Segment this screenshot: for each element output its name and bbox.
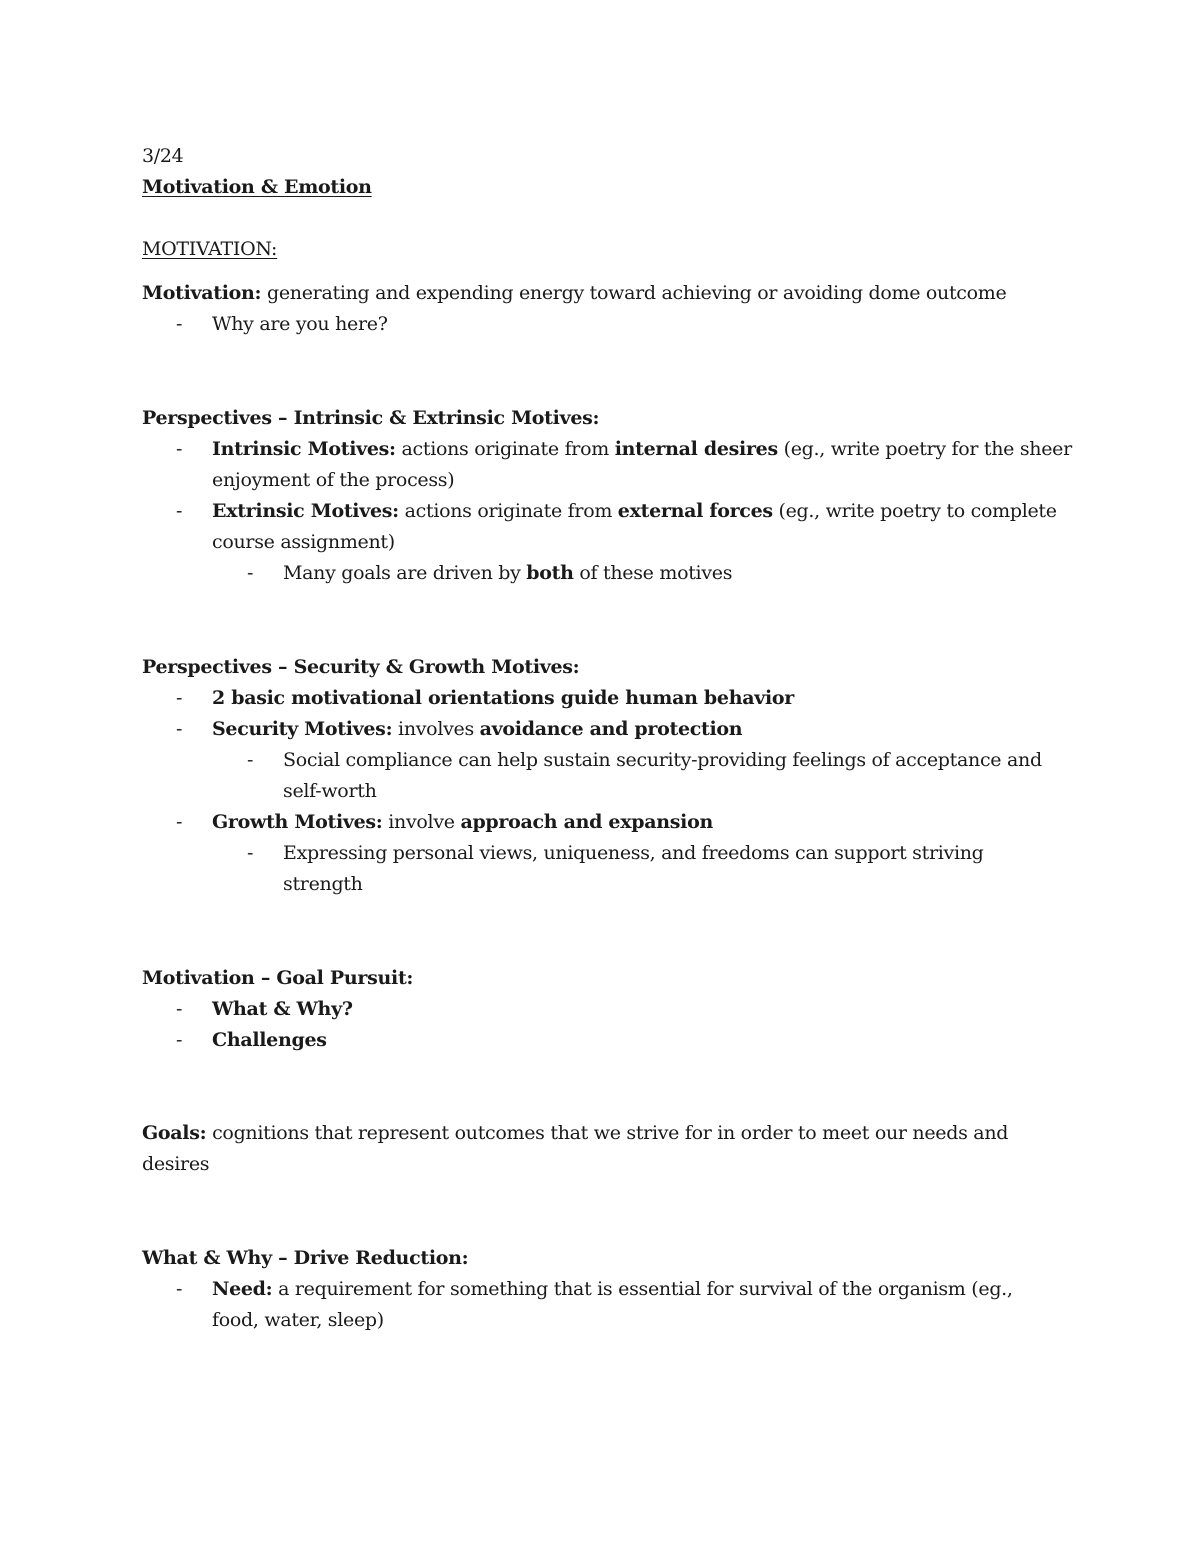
section-heading-intrinsic-extrinsic: Perspectives – Intrinsic & Extrinsic Motives:: [142, 407, 600, 429]
list-item-extrinsic: [212, 498, 1057, 524]
motivation-definition: [142, 280, 1006, 306]
section-heading-motivation: MOTIVATION:: [142, 238, 278, 260]
text: involves: [392, 718, 480, 740]
term: Intrinsic Motives:: [212, 438, 396, 460]
emphasis: internal desires: [614, 438, 778, 460]
sub-list-item: [283, 560, 732, 586]
date-line: 3/24: [142, 145, 184, 167]
bullet-dash: -: [247, 562, 254, 584]
list-item: Challenges: [212, 1029, 327, 1051]
term: Need:: [212, 1278, 273, 1300]
list-item: Why are you here?: [212, 313, 388, 335]
term: Security Motives:: [212, 718, 393, 740]
goals-definition: [142, 1120, 1008, 1146]
text: Many goals are driven by: [283, 562, 527, 584]
list-item: What & Why?: [212, 998, 353, 1020]
list-item-continuation: food, water, sleep): [212, 1309, 384, 1331]
definition-text: generating and expending energy toward achieving or avoiding dome outcome: [261, 282, 1007, 304]
definition-term: Goals:: [142, 1122, 207, 1144]
bullet-dash: -: [176, 1029, 183, 1051]
definition-term: Motivation:: [142, 282, 262, 304]
bullet-dash: -: [176, 313, 183, 335]
list-item-security: [212, 716, 742, 742]
goals-definition-continuation: desires: [142, 1153, 210, 1175]
bullet-dash: -: [176, 687, 183, 709]
definition-text: cognitions that represent outcomes that we strive for in order to meet our needs and: [206, 1122, 1009, 1144]
list-item-growth: [212, 809, 713, 835]
emphasis: avoidance and protection: [479, 718, 743, 740]
bullet-dash: -: [176, 998, 183, 1020]
list-item-continuation: enjoyment of the process): [212, 469, 455, 491]
sub-list-item-continuation: strength: [283, 873, 363, 895]
page-title: Motivation & Emotion: [142, 176, 372, 198]
section-heading-security-growth: Perspectives – Security & Growth Motives:: [142, 656, 580, 678]
bullet-dash: -: [176, 811, 183, 833]
sub-list-item: Expressing personal views, uniqueness, and freedoms can support striving: [283, 842, 984, 864]
section-heading-drive-reduction: What & Why – Drive Reduction:: [142, 1247, 469, 1269]
list-item-continuation: course assignment): [212, 531, 395, 553]
list-item: 2 basic motivational orientations guide human behavior: [212, 687, 794, 709]
sub-list-item: Social compliance can help sustain security-providing feelings of acceptance and: [283, 749, 1042, 771]
emphasis: external forces: [617, 500, 773, 522]
text: actions originate from: [398, 500, 618, 522]
text: (eg., write poetry to complete: [772, 500, 1057, 522]
term: Growth Motives:: [212, 811, 383, 833]
bullet-dash: -: [176, 1278, 183, 1300]
text: involve: [382, 811, 461, 833]
text: actions originate from: [395, 438, 615, 460]
emphasis: approach and expansion: [460, 811, 713, 833]
list-item-need: [212, 1276, 1013, 1302]
emphasis: both: [526, 562, 574, 584]
term: Extrinsic Motives:: [212, 500, 399, 522]
bullet-dash: -: [176, 438, 183, 460]
bullet-dash: -: [247, 842, 254, 864]
bullet-dash: -: [176, 500, 183, 522]
bullet-dash: -: [176, 718, 183, 740]
list-item-intrinsic: [212, 436, 1072, 462]
section-heading-goal-pursuit: Motivation – Goal Pursuit:: [142, 967, 414, 989]
bullet-dash: -: [247, 749, 254, 771]
sub-list-item-continuation: self-worth: [283, 780, 377, 802]
text: a requirement for something that is essential for survival of the organism (eg.,: [272, 1278, 1013, 1300]
text: (eg., write poetry for the sheer: [777, 438, 1072, 460]
text: of these motives: [573, 562, 733, 584]
